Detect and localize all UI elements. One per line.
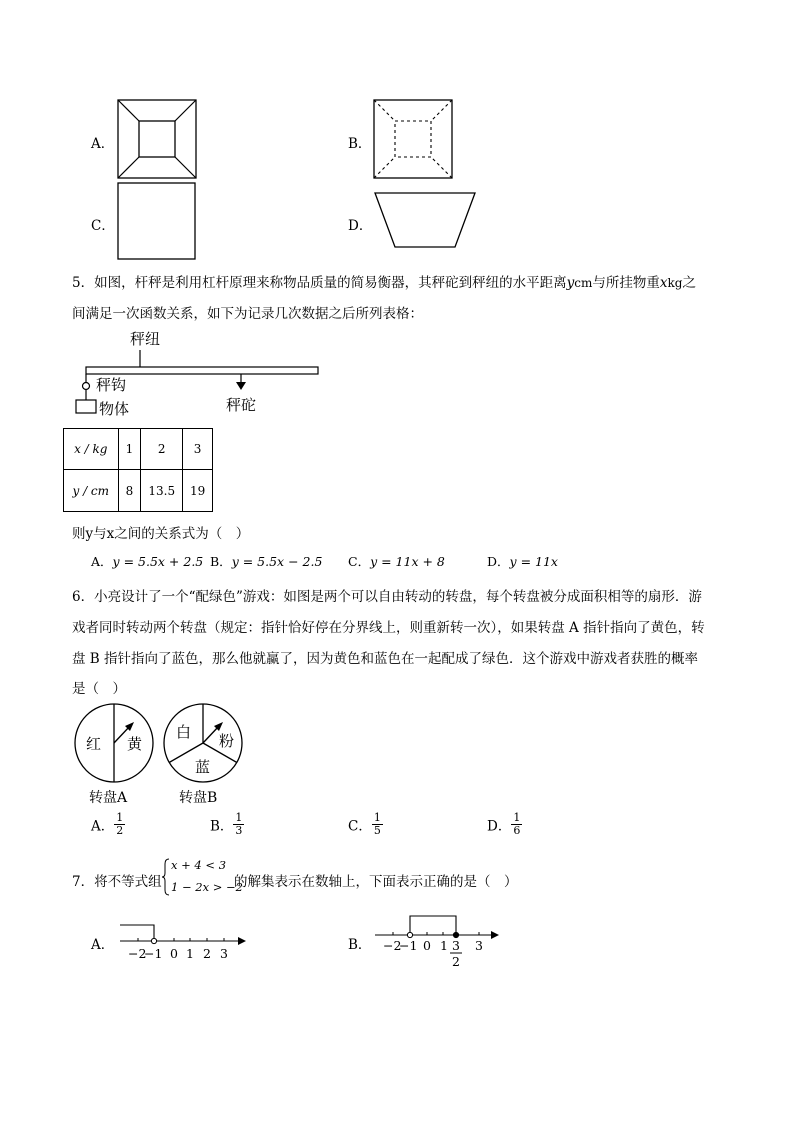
q5-options <box>91 552 203 570</box>
spinner-a-caption: 转盘A <box>89 790 128 806</box>
spinner-b-white: 白 <box>176 723 192 741</box>
q4-option-a-figure <box>117 99 197 179</box>
q7-suffix: 的解集表示在数轴上，下面表示正确的是（ ） <box>234 874 518 890</box>
q5-stem-text: 5．如图，杆秤是利用杠杆原理来称物品质量的简易衡器，其秤砣到秤纽的水平距离 <box>72 275 567 291</box>
q6-stem-line2: 戏者同时转动两个转盘（规定：指针恰好停在分界线上，则重新转一次），如果转盘 A 指针指向了黄色，转 <box>72 620 705 636</box>
q4-option-c-label: C． <box>91 218 115 234</box>
q5-option-c-label: C． <box>348 554 371 569</box>
q7-option-b-label: B． <box>348 937 372 953</box>
axis-b-tick-0: 0 <box>423 938 431 953</box>
q5-option-c <box>348 552 445 570</box>
q5-stem-end: 之 <box>682 275 696 291</box>
axis-a-tick-2: 2 <box>203 946 211 961</box>
cell-y-1: 8 <box>118 470 141 512</box>
header-y: y / cm <box>64 470 119 512</box>
q5-option-b-label: B． <box>210 554 232 569</box>
table-row <box>64 429 213 470</box>
label-gou: 秤钩 <box>96 376 127 394</box>
q6-option-a-den: 2 <box>116 824 124 837</box>
q6-option-d-label: D． <box>487 818 512 835</box>
axis-b-tick-1: 1 <box>440 938 448 953</box>
q6-option-d-den: 6 <box>513 824 521 837</box>
spinner-b-blue: 蓝 <box>195 758 211 776</box>
q6-stem-line1: 6．小亮设计了一个“配绿色”游戏：如图是两个可以自由转动的转盘，每个转盘被分成面积相等的扇形．游 <box>72 589 702 605</box>
q6-option-a-num: 1 <box>116 811 124 824</box>
q5-var-x: x <box>659 275 668 291</box>
q4-option-c-figure <box>117 182 197 260</box>
spinner-b <box>161 702 247 784</box>
spinner-b-pink: 粉 <box>219 732 235 750</box>
cell-x-2: 2 <box>141 429 183 470</box>
q6-stem-line3: 盘 B 指针指向了蓝色，那么他就赢了，因为黄色和蓝色在一起配成了绿色．这个游戏中游戏者获胜的概率 <box>72 651 699 667</box>
q5-var-y: y <box>566 275 575 291</box>
cell-x-1: 1 <box>118 429 141 470</box>
q5-data-table <box>63 428 213 512</box>
q5-stem-mid: 与所挂物重 <box>592 275 660 291</box>
q6-option-c-label: C． <box>348 818 372 835</box>
q6-option-b-label: B． <box>210 818 234 835</box>
axis-a-tick-3: 3 <box>220 946 228 961</box>
axis-a-tick-0: 0 <box>170 946 178 961</box>
label-tuo: 秤砣 <box>226 396 257 414</box>
q7-ineq-1: x + 4 < 3 <box>171 858 227 872</box>
steelyard-beam <box>86 367 318 374</box>
q6-option-d-num: 1 <box>513 811 521 824</box>
q7-option-a-number-line <box>118 918 248 962</box>
q4-option-d-label: D． <box>348 218 373 234</box>
axis-b-tick-m2: −2 <box>383 938 402 953</box>
q6-option-d <box>487 812 522 837</box>
steelyard-object-box <box>76 400 96 413</box>
spinner-a <box>72 702 158 784</box>
spinner-b-caption: 转盘B <box>179 790 218 806</box>
q5-option-d-expr: y = 11x <box>509 554 558 569</box>
q5-steelyard-figure <box>70 328 330 420</box>
q5-stem-line1 <box>72 271 696 291</box>
q6-option-c <box>348 812 383 837</box>
spinner-a-yellow: 黄 <box>127 735 143 753</box>
q5-unit-kg: kg <box>667 276 683 290</box>
q6-option-c-num: 1 <box>373 811 381 824</box>
q6-option-a <box>91 812 125 837</box>
axis-b-tick-3: 3 <box>475 938 483 953</box>
q6-option-c-den: 5 <box>373 824 381 837</box>
q6-option-b-num: 1 <box>235 811 243 824</box>
q5-option-b <box>210 552 322 570</box>
cell-y-3: 19 <box>183 470 213 512</box>
q4-option-d-figure <box>373 191 477 249</box>
axis-b-frac-den: 2 <box>452 954 460 969</box>
q5-option-b-expr: y = 5.5x − 2.5 <box>231 554 323 569</box>
steelyard-hook <box>83 383 90 390</box>
q5-option-d-label: D． <box>487 554 510 569</box>
q5-unit-cm: cm <box>574 276 593 290</box>
header-x: x / kg <box>64 429 119 470</box>
axis-a-tick-1: 1 <box>186 946 194 961</box>
steelyard-weight-arrow <box>236 382 246 390</box>
q7-brace <box>161 858 171 896</box>
q5-option-a-expr: y = 5.5x + 2.5 <box>112 554 204 569</box>
q7-prefix: 7．将不等式组 <box>72 874 162 890</box>
table-row <box>64 470 213 512</box>
q7-option-a-label: A． <box>91 937 115 953</box>
q6-option-a-label: A． <box>91 818 115 835</box>
axis-a-tick-m1: −1 <box>144 946 163 961</box>
cell-x-3: 3 <box>183 429 213 470</box>
q4-option-b-label: B． <box>348 136 372 152</box>
label-wuti: 物体 <box>99 400 130 418</box>
q5-question: 则y与x之间的关系式为（ ） <box>72 526 250 542</box>
q4-option-b-figure <box>373 99 453 179</box>
q7-option-b-number-line <box>373 912 503 972</box>
q5-stem-line2: 间满足一次函数关系，如下为记录几次数据之后所列表格： <box>72 306 423 322</box>
axis-b-frac-num: 3 <box>452 938 460 953</box>
label-niu: 秤纽 <box>130 330 161 348</box>
q4-option-a-label: A． <box>91 136 115 152</box>
q5-option-a-label: A． <box>91 554 113 569</box>
spinner-a-red: 红 <box>86 735 102 753</box>
q6-option-b-den: 3 <box>235 824 243 837</box>
axis-b-tick-m1: −1 <box>399 938 418 953</box>
q6-option-b <box>210 812 244 837</box>
q7-ineq-2: 1 − 2x > −2 <box>171 880 243 894</box>
q5-option-c-expr: y = 11x + 8 <box>370 554 445 569</box>
axis-a-tick-m2: −2 <box>128 946 147 961</box>
q5-option-d <box>487 552 558 570</box>
cell-y-2: 13.5 <box>141 470 183 512</box>
q6-stem-line4: 是（ ） <box>72 681 126 697</box>
